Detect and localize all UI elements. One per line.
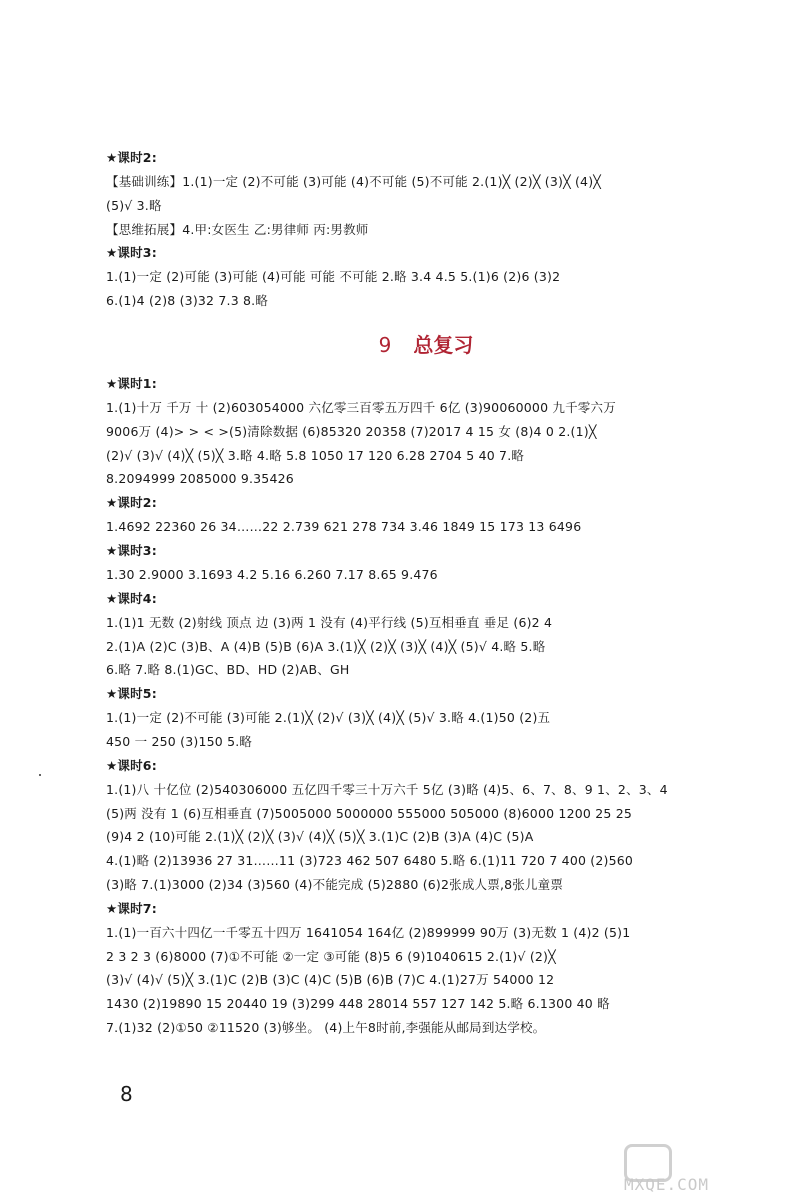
lesson-heading: ★课时3:	[106, 542, 157, 558]
lesson-heading: ★课时2:	[106, 495, 157, 511]
lesson-heading: ★课时2:	[106, 150, 157, 165]
watermark-text: MXQE.COM	[624, 1175, 710, 1194]
answer-line: 6.(1)4 (2)8 (3)32 7.3 8.略	[106, 293, 269, 309]
answer-line: 1.(1)一定 (2)可能 (3)可能 (4)可能 可能 不可能 2.略 3.4 4.5 5.(1)6 (2)6 (3)2	[106, 269, 561, 285]
answer-content	[106, 146, 746, 1040]
lesson-heading: ★课时1:	[106, 375, 157, 391]
answer-line: 6.略 7.略 8.(1)GC、BD、HD (2)AB、GH	[106, 662, 350, 678]
answer-line: (5)√ 3.略	[106, 197, 162, 213]
answer-line: 1.30 2.9000 3.1693 4.2 5.16 6.260 7.17 8.65 9.476	[106, 566, 438, 582]
answer-line: 1.4692 22360 26 34……22 2.739 621 278 734 3.46 1849 15 173 13 6496	[106, 519, 582, 535]
lesson-heading: ★课时4:	[106, 590, 157, 606]
answer-line: 1.(1)1 无数 (2)射线 顶点 边 (3)两 1 没有 (4)平行线 (5)互相垂直 垂足 (6)2 4	[106, 614, 553, 630]
answer-line: (5)两 没有 1 (6)互相垂直 (7)5005000 5000000 555000 505000 (8)6000 1200 25 25	[106, 805, 632, 821]
answer-line: 1.(1)八 十亿位 (2)540306000 五亿四千零三十万六千 5亿 (3)略 (4)5、6、7、8、9 1、2、3、4	[106, 781, 668, 797]
lesson-heading: ★课时6:	[106, 757, 157, 773]
answer-line: (9)4 2 (10)可能 2.(1)╳ (2)╳ (3)√ (4)╳ (5)╳ 3.(1)C (2)B (3)A (4)C (5)A	[106, 829, 534, 845]
answer-line: 9006万 (4)> > < >(5)清除数据 (6)85320 20358 (7)2017 4 15 女 (8)4 0 2.(1)╳	[106, 423, 597, 439]
answer-line: 【思维拓展】4.甲:女医生 乙:男律师 丙:男教师	[106, 221, 369, 237]
answer-line: 2.(1)A (2)C (3)B、A (4)B (5)B (6)A 3.(1)╳ (2)╳ (3)╳ (4)╳ (5)√ 4.略 5.略	[106, 638, 546, 654]
page-number: 8	[120, 1082, 133, 1106]
chapter-title-text: 总复习	[413, 332, 474, 357]
answer-line: 2 3 2 3 (6)8000 (7)①不可能 ②一定 ③可能 (8)5 6 (9)1040615 2.(1)√ (2)╳	[106, 948, 556, 964]
answer-line: (2)√ (3)√ (4)╳ (5)╳ 3.略 4.略 5.8 1050 17 120 6.28 2704 5 40 7.略	[106, 447, 525, 463]
answer-line: 1.(1)一定 (2)不可能 (3)可能 2.(1)╳ (2)√ (3)╳ (4)╳ (5)√ 3.略 4.(1)50 (2)五	[106, 710, 551, 726]
answer-line: 1.(1)一百六十四亿一千零五十四万 1641054 164亿 (2)899999 90万 (3)无数 1 (4)2 (5)1	[106, 924, 631, 940]
answer-line: 【基础训练】1.(1)一定 (2)不可能 (3)可能 (4)不可能 (5)不可能 2.(1)╳ (2)╳ (3)╳ (4)╳	[106, 174, 601, 189]
chapter-number: 9	[378, 332, 392, 357]
answer-line: 1430 (2)19890 15 20440 19 (3)299 448 28014 557 127 142 5.略 6.1300 40 略	[106, 996, 610, 1012]
lesson-heading: ★课时5:	[106, 686, 157, 702]
answer-line: 7.(1)32 (2)①50 ②11520 (3)够坐。 (4)上午8时前,李强能从邮局到达学校。	[106, 1019, 546, 1035]
lesson-heading: ★课时7:	[106, 900, 157, 916]
answer-line: 8.2094999 2085000 9.35426	[106, 471, 294, 487]
answer-line: 450 一 250 (3)150 5.略	[106, 733, 253, 749]
lesson-heading: ★课时3:	[106, 245, 157, 261]
answer-line: (3)略 7.(1)3000 (2)34 (3)560 (4)不能完成 (5)2880 (6)2张成人票,8张儿童票	[106, 876, 564, 892]
answer-line: 4.(1)略 (2)13936 27 31……11 (3)723 462 507 6480 5.略 6.(1)11 720 7 400 (2)560	[106, 853, 634, 869]
answer-line: (3)√ (4)√ (5)╳ 3.(1)C (2)B (3)C (4)C (5)B (6)B (7)C 4.(1)27万 54000 12	[106, 972, 555, 988]
stray-dot	[39, 774, 41, 776]
answer-line: 1.(1)十万 千万 十 (2)603054000 六亿零三百零五万四千 6亿 (3)90060000 九千零六万	[106, 399, 616, 415]
chapter-title	[106, 329, 746, 358]
watermark-logo	[624, 1142, 774, 1194]
